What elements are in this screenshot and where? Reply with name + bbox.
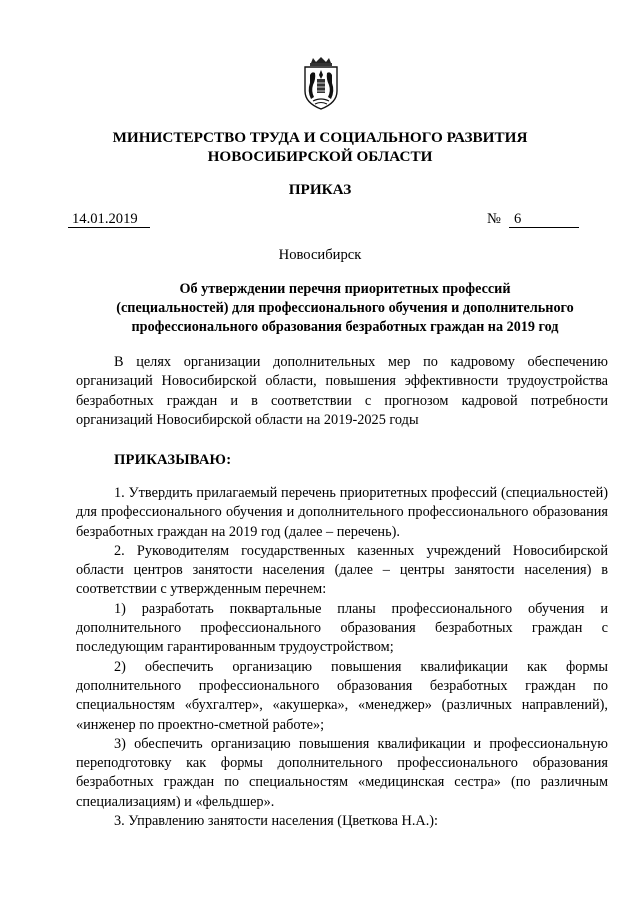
preamble-paragraph: В целях организации дополнительных мер по кадровому обеспечению организаций Новосибирской области, повышения эффективности трудоустройства безработных граждан и в соответствии с прогнозом кадровой потребности организаций Новосибирской области на 2019-2025 годы [76,354,608,428]
order-date: 14.01.2019 [72,211,138,227]
number-underline [509,227,579,228]
order-subitem-2-1: 1) разработать поквартальные планы профессионального обучения и дополнительного профессионального образования безработных граждан с последующим гарантированным трудоустройством; [76,600,608,656]
order-item-3: 3. Управлению занятости населения (Цветкова Н.А.): [114,813,439,830]
order-subitem-2-2: 2) обеспечить организацию повышения квалификации как формы дополнительного профессионального образования безработных граждан по специальностям «бухгалтер», «акушерка», «менеджер» (различных направлений), «инженер по проектно-сметной работе»; [76,658,608,733]
preamble [76,353,608,430]
subject-line-2: (специальностей) для профессионального обучения и дополнительного [116,300,574,316]
ministry-line-2: НОВОСИБИРСКОЙ ОБЛАСТИ [207,148,433,165]
coat-of-arms-icon [299,57,343,111]
order-item-1: 1. Утвердить прилагаемый перечень приоритетных профессий (специальностей) для профессионального обучения и дополнительного профессионального образования безработных граждан на 2019 год (далее – перечень). [76,485,608,540]
document-type-title: ПРИКАЗ [288,181,352,198]
order-subitem-2-3: 3) обеспечить организацию повышения квалификации и профессиональную переподготовку как формы дополнительного профессионального образования безработных граждан по специальностям «медицинская сестра» (по различным специализациям) и «фельдшер». [76,735,608,810]
ministry-line-1: МИНИСТЕРСТВО ТРУДА И СОЦИАЛЬНОГО РАЗВИТИЯ [112,129,528,146]
subject-line-1: Об утверждении перечня приоритетных профессий [179,281,511,297]
order-number: 6 [514,211,522,227]
order-item-2: 2. Руководителям государственных казенных учреждений Новосибирской области центров занятости населения (далее – центры занятости населения) в соответствии с утвержденным перечнем: [76,542,608,598]
order-directive: ПРИКАЗЫВАЮ: [114,452,232,468]
ministry-name [0,128,640,166]
order-items [76,484,608,831]
city-name: Новосибирск [278,247,362,263]
order-subject [110,280,580,337]
date-underline [68,227,150,228]
subject-line-3: профессионального образования безработных граждан на 2019 год [131,319,559,335]
order-number-label: № [487,211,501,227]
